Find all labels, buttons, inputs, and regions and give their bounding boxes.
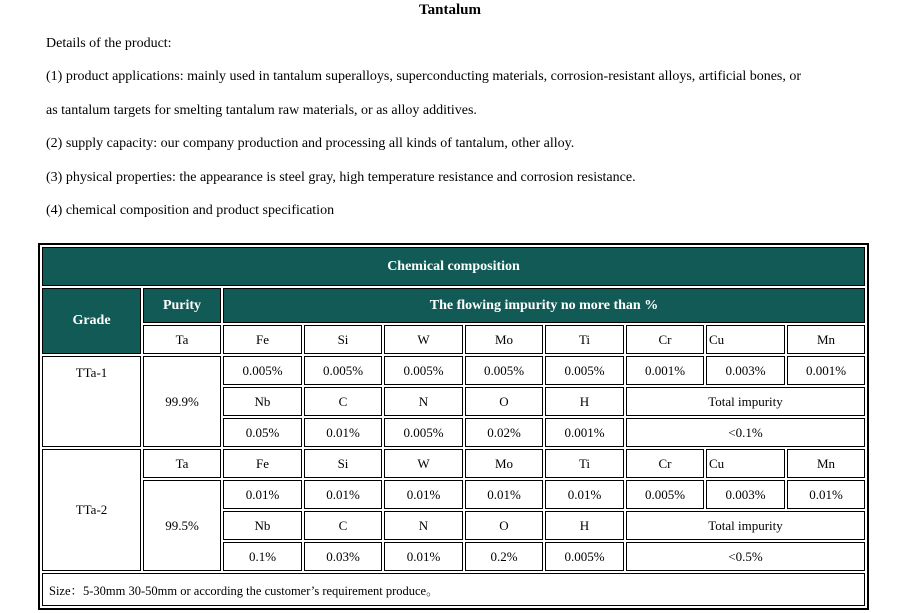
- tta2-cu: 0.003%: [706, 480, 785, 509]
- tta1-c: 0.01%: [304, 418, 382, 447]
- label-ti: Ti: [545, 325, 624, 354]
- table-row: [42, 480, 865, 509]
- label-n: N: [384, 511, 463, 540]
- label-fe: Fe: [223, 449, 302, 478]
- tta1-n: 0.005%: [384, 418, 463, 447]
- element-label-row: [42, 325, 865, 354]
- label-total-impurity: Total impurity: [626, 387, 865, 416]
- tta2-w: 0.01%: [384, 480, 463, 509]
- applications-text-continued: as tantalum targets for smelting tantalum raw materials, or as alloy additives.: [46, 103, 477, 118]
- table-row: [42, 356, 865, 385]
- tta2-total: <0.5%: [626, 542, 865, 571]
- label-ta: Ta: [143, 325, 221, 354]
- label-cr: Cr: [626, 325, 704, 354]
- tta2-mn: 0.01%: [787, 480, 865, 509]
- label-o: O: [465, 387, 543, 416]
- grade-tta2: TTa-2: [42, 449, 141, 571]
- grade-header: Grade: [42, 288, 141, 354]
- chemical-composition-table: [38, 243, 869, 610]
- tta2-ti: 0.01%: [545, 480, 624, 509]
- tta1-nb: 0.05%: [223, 418, 302, 447]
- label-o: O: [465, 511, 543, 540]
- label-cr: Cr: [626, 449, 704, 478]
- label-h: H: [545, 387, 624, 416]
- purity-tta2: 99.5%: [143, 480, 221, 571]
- tta2-si: 0.01%: [304, 480, 382, 509]
- label-nb: Nb: [223, 511, 302, 540]
- tta2-n: 0.01%: [384, 542, 463, 571]
- tta2-fe: 0.01%: [223, 480, 302, 509]
- size-note: Size：5-30mm 30-50mm or according the customer’s requirement produce。: [42, 573, 865, 606]
- label-h: H: [545, 511, 624, 540]
- tta1-mn: 0.001%: [787, 356, 865, 385]
- tta2-nb: 0.1%: [223, 542, 302, 571]
- grade-tta1: TTa-1: [42, 356, 141, 447]
- element-label-row: [42, 449, 865, 478]
- details-heading: Details of the product:: [46, 36, 172, 51]
- tta1-h: 0.001%: [545, 418, 624, 447]
- applications-text: (1) product applications: mainly used in tantalum superalloys, superconducting materials, corrosion-resistant alloys, artificial bones, or: [46, 69, 802, 84]
- label-w: W: [384, 325, 463, 354]
- tta1-cu: 0.003%: [706, 356, 785, 385]
- tta2-h: 0.005%: [545, 542, 624, 571]
- purity-tta1: 99.9%: [143, 356, 221, 447]
- label-fe: Fe: [223, 325, 302, 354]
- label-c: C: [304, 387, 382, 416]
- tta2-mo: 0.01%: [465, 480, 543, 509]
- label-si: Si: [304, 449, 382, 478]
- tta1-si: 0.005%: [304, 356, 382, 385]
- tta2-cr: 0.005%: [626, 480, 704, 509]
- tta1-ti: 0.005%: [545, 356, 624, 385]
- label-nb: Nb: [223, 387, 302, 416]
- label-total-impurity: Total impurity: [626, 511, 865, 540]
- physical-properties-text: (3) physical properties: the appearance is steel gray, high temperature resistance and corrosion resistance.: [46, 170, 636, 185]
- label-ti: Ti: [545, 449, 624, 478]
- label-mn: Mn: [787, 449, 865, 478]
- purity-header: Purity: [143, 288, 221, 323]
- tta1-cr: 0.001%: [626, 356, 704, 385]
- label-mn: Mn: [787, 325, 865, 354]
- supply-capacity-text: (2) supply capacity: our company production and processing all kinds of tantalum, other alloy.: [46, 136, 575, 151]
- page-title: Tantalum: [419, 2, 481, 18]
- impurity-header: The flowing impurity no more than %: [223, 288, 865, 323]
- label-n: N: [384, 387, 463, 416]
- label-si: Si: [304, 325, 382, 354]
- label-c: C: [304, 511, 382, 540]
- tta1-fe: 0.005%: [223, 356, 302, 385]
- label-ta: Ta: [143, 449, 221, 478]
- tta1-o: 0.02%: [465, 418, 543, 447]
- table-title: Chemical composition: [42, 247, 865, 286]
- tta1-total: <0.1%: [626, 418, 865, 447]
- tta2-c: 0.03%: [304, 542, 382, 571]
- label-cu: Cu: [706, 325, 785, 354]
- tta1-mo: 0.005%: [465, 356, 543, 385]
- composition-heading: (4) chemical composition and product specification: [46, 203, 335, 218]
- label-cu: Cu: [706, 449, 785, 478]
- label-mo: Mo: [465, 449, 543, 478]
- label-mo: Mo: [465, 325, 543, 354]
- tta1-w: 0.005%: [384, 356, 463, 385]
- tta2-o: 0.2%: [465, 542, 543, 571]
- label-w: W: [384, 449, 463, 478]
